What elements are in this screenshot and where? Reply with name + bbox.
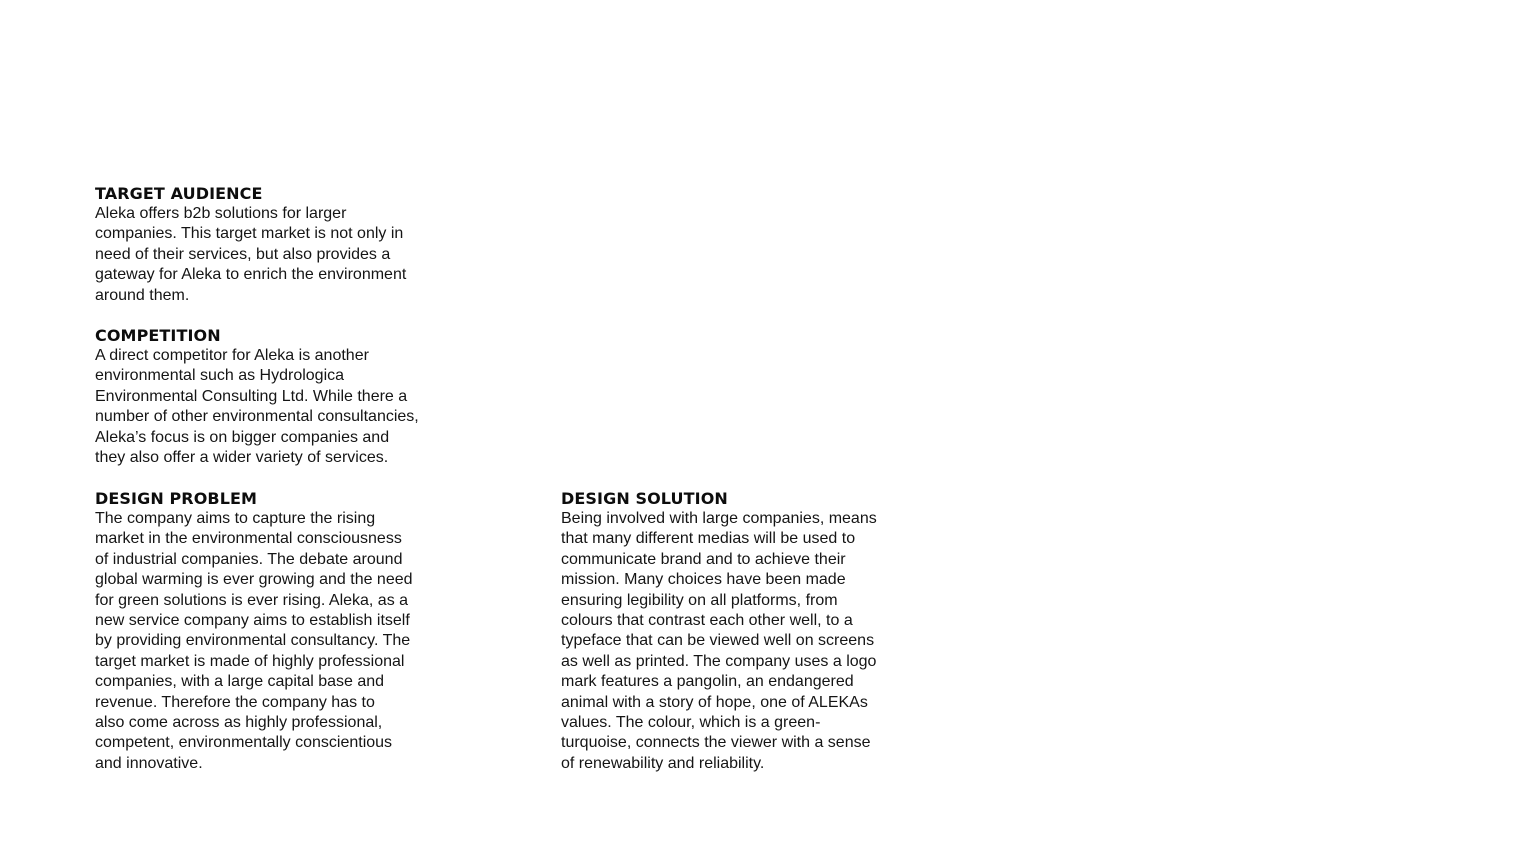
target-audience-body: Aleka offers b2b solutions for larger companies. This target market is not only in need of their services, but also provides a gateway for Aleka to enrich the environment around them. [95,205,407,304]
design-solution-body: Being involved with large companies, means that many different medias will be used to communicate brand and to achieve their mission. Many choices have been made ensuring legibility on all platforms, from colours that contrast each other well, to a typeface that can be viewed well on screens as well as printed. The company uses a logo mark features a pangolin, an endangered animal with a story of hope, one of ALEKAs values. The colour, which is a green- turquoise, connects the viewer with a sense of renewability and reliability. [561,510,877,772]
competition-section [95,326,455,468]
design-solution-heading: DESIGN SOLUTION [561,489,728,508]
design-problem-section [95,489,455,774]
target-audience-heading: TARGET AUDIENCE [95,184,263,203]
competition-heading: COMPETITION [95,326,221,345]
design-problem-body: The company aims to capture the rising market in the environmental consciousness of industrial companies. The debate around global warming is ever growing and the need for green solutions is ever rising. Aleka, as a new service company aims to establish itself by providing environmental consultancy. The target market is made of highly professional companies, with a large capital base and revenue. Therefore the company has to also come across as highly professional, competent, environmentally conscientious and innovative. [95,510,413,772]
target-audience-section [95,184,455,306]
design-solution-section [561,489,921,774]
competition-body: A direct competitor for Aleka is another environmental such as Hydrologica Environmental Consulting Ltd. While there a number of other environmental consultancies, Aleka’s focus is on bigger companies and they also offer a wider variety of services. [95,347,419,467]
design-problem-heading: DESIGN PROBLEM [95,489,258,508]
